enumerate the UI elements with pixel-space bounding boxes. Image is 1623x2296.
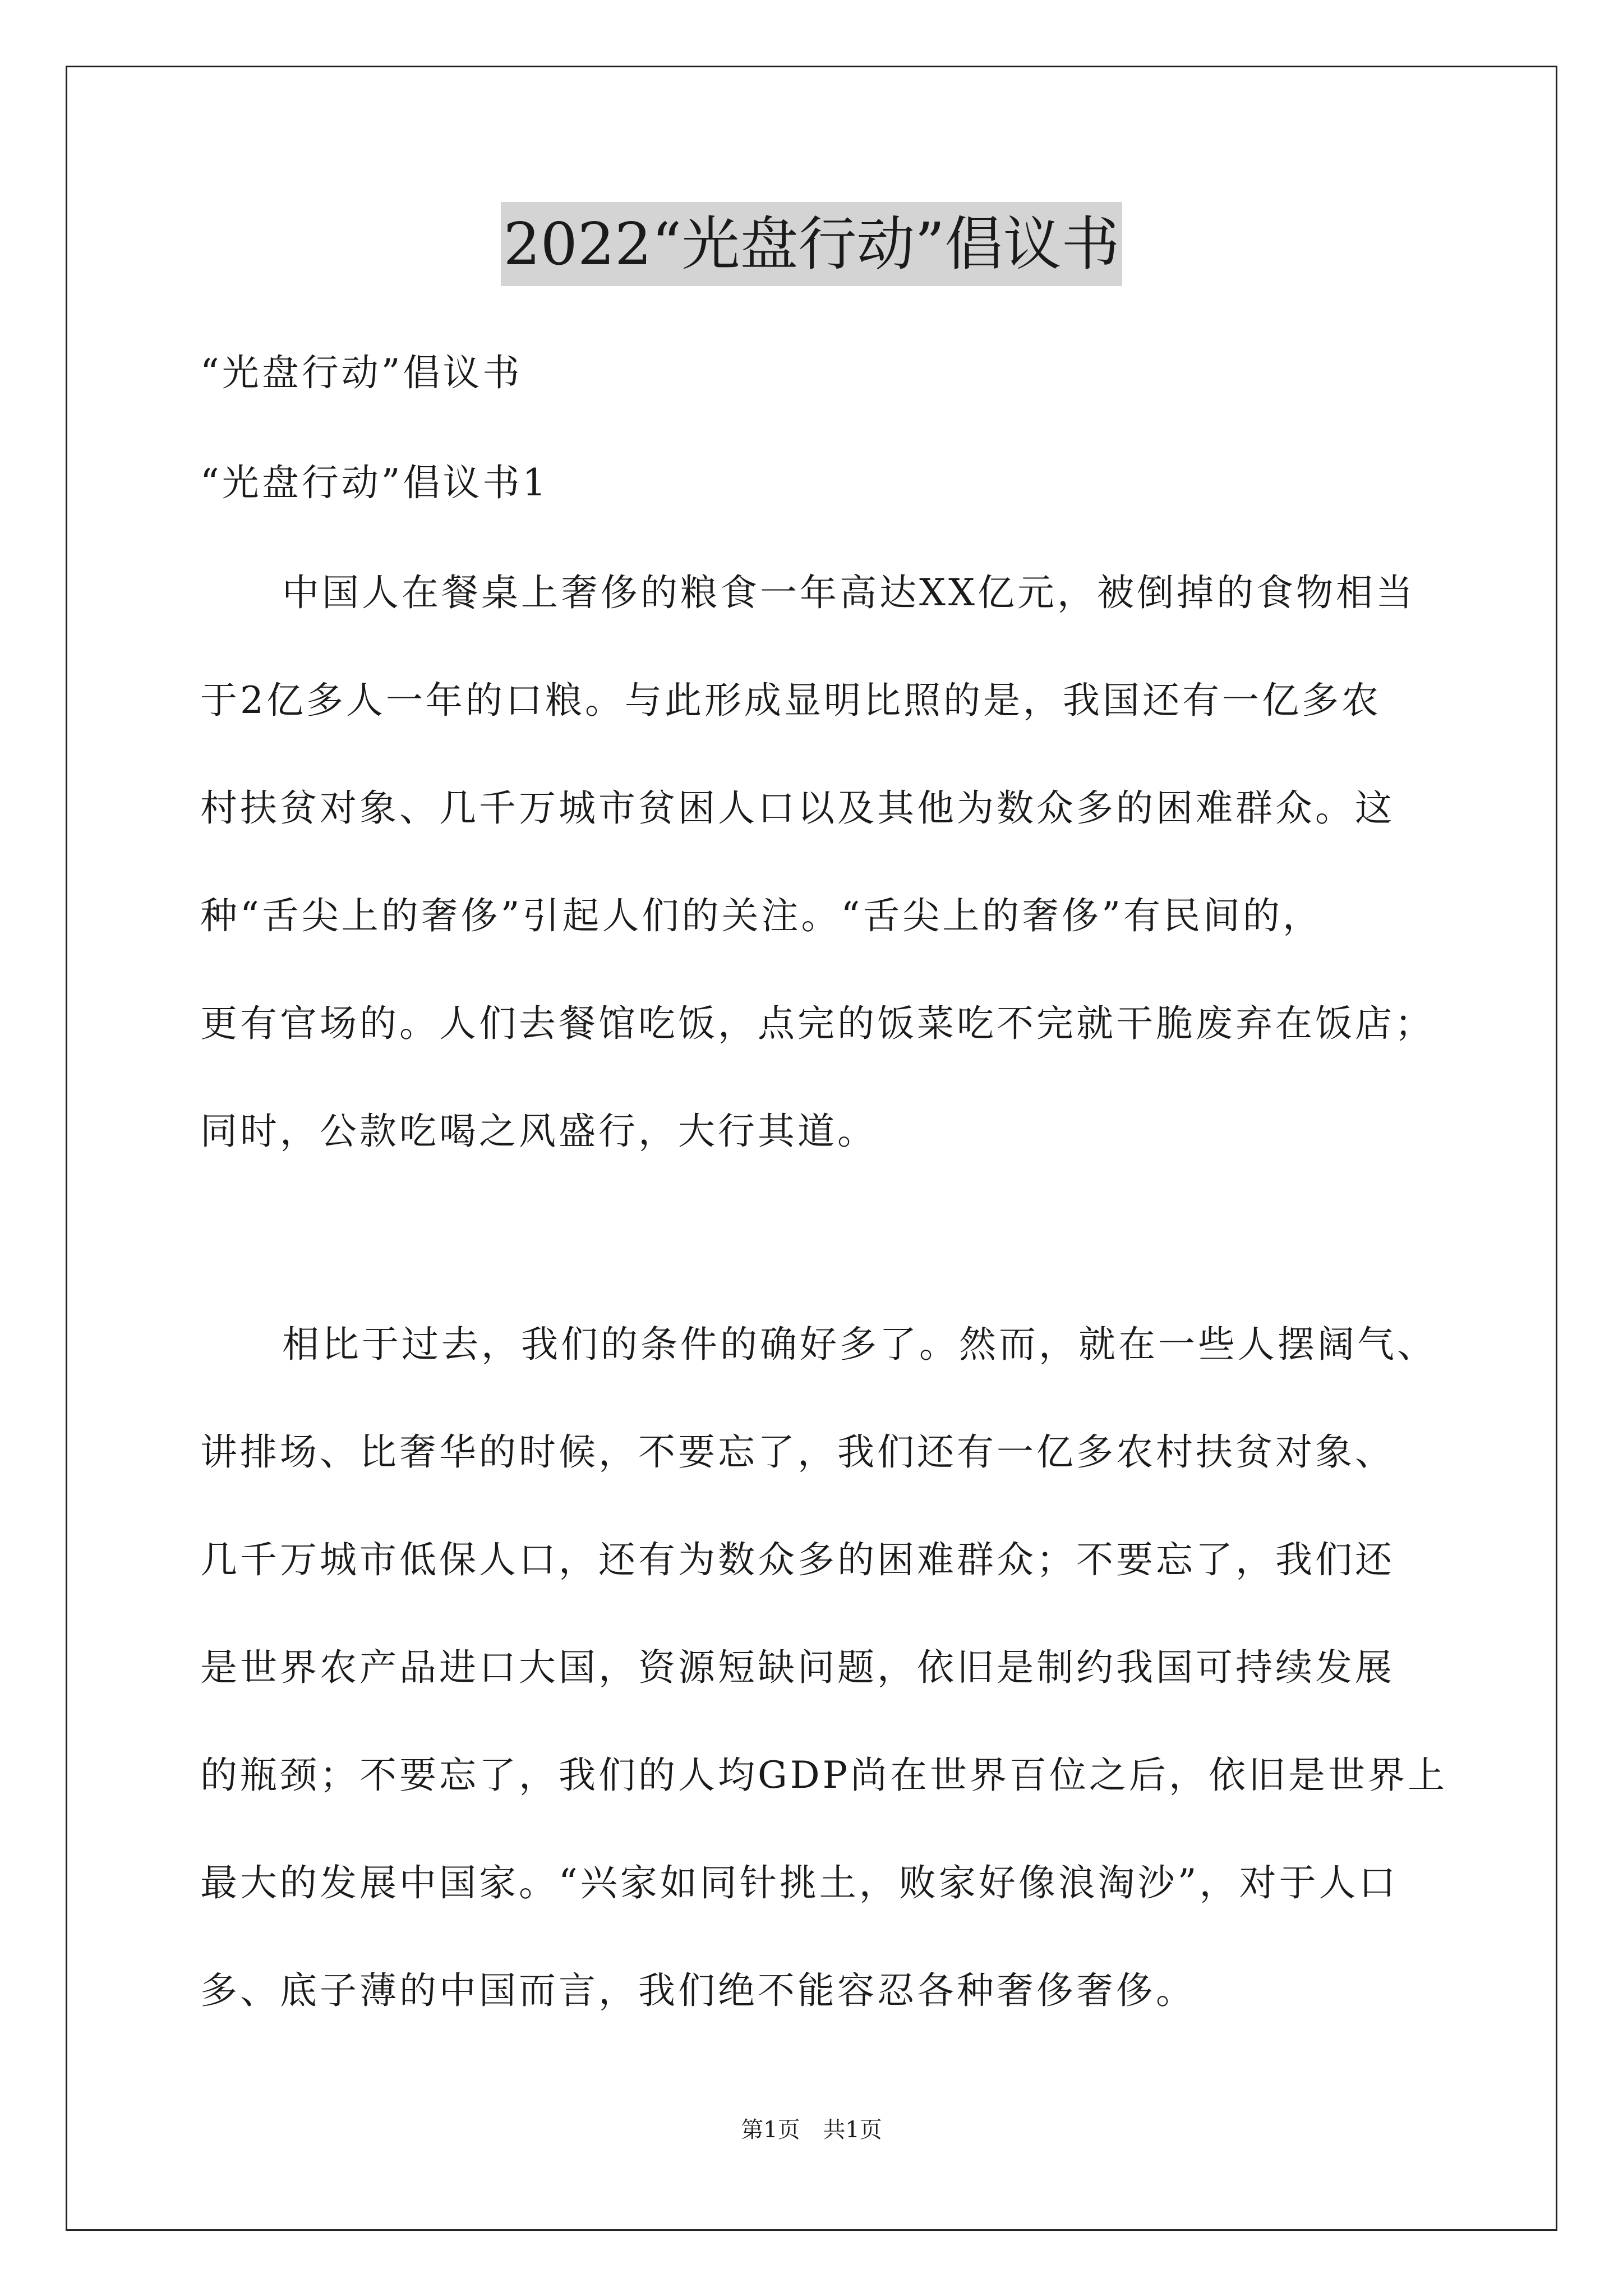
paragraph-line: 村扶贫对象、几千万城市贫困人口以及其他为数众多的困难群众。这 xyxy=(200,786,1395,830)
paragraph-line: 的瓶颈；不要忘了，我们的人均GDP尚在世界百位之后，依旧是世界上 xyxy=(200,1754,1448,1797)
page-number: 第1页 xyxy=(741,2117,800,2143)
page-title: 2022“光盘行动”倡议书 xyxy=(501,202,1122,286)
paragraph-line: 最大的发展中国家。“兴家如同针挑土，败家好像浪淘沙”，对于人口 xyxy=(200,1861,1399,1904)
paragraph-line: 中国人在餐桌上奢侈的粮食一年高达XX亿元，被倒掉的食物相当 xyxy=(282,571,1415,614)
title-block xyxy=(0,202,1623,286)
paragraph-line: 几千万城市低保人口，还有为数众多的困难群众；不要忘了，我们还 xyxy=(200,1538,1395,1581)
subtitle: “光盘行动”倡议书 xyxy=(200,351,523,394)
paragraph-line: 同时，公款吃喝之风盛行，大行其道。 xyxy=(200,1110,877,1153)
section-heading: “光盘行动”倡议书1 xyxy=(200,461,549,504)
page-total: 共1页 xyxy=(823,2117,882,2143)
page-footer xyxy=(0,2116,1623,2144)
paragraph-line: 讲排场、比奢华的时候，不要忘了，我们还有一亿多农村扶贫对象、 xyxy=(200,1430,1395,1474)
paragraph-line: 是世界农产品进口大国，资源短缺问题，依旧是制约我国可持续发展 xyxy=(200,1646,1395,1689)
paragraph-line: 多、底子薄的中国而言，我们绝不能容忍各种奢侈奢侈。 xyxy=(200,1969,1196,2012)
paragraph-line: 更有官场的。人们去餐馆吃饭，点完的饭菜吃不完就干脆废弃在饭店； xyxy=(200,1002,1435,1045)
paragraph-line: 于2亿多人一年的口粮。与此形成显明比照的是，我国还有一亿多农 xyxy=(200,679,1381,722)
paragraph-line: 种“舌尖上的奢侈”引起人们的关注。“舌尖上的奢侈”有民间的， xyxy=(200,894,1322,937)
paragraph-line: 相比于过去，我们的条件的确好多了。然而，就在一些人摆阔气、 xyxy=(282,1323,1437,1366)
